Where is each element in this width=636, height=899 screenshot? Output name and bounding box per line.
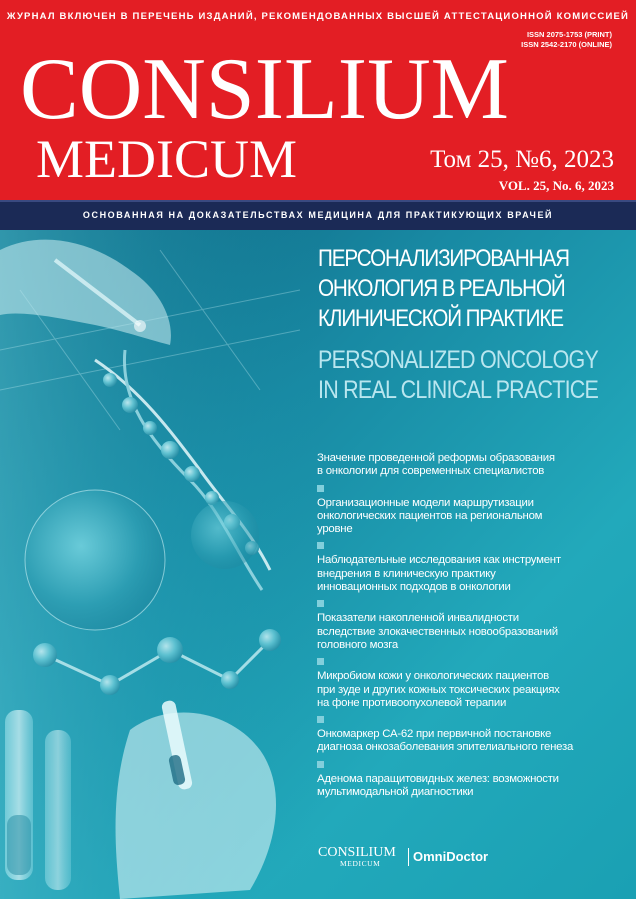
cover-title-ru-line: ПЕРСОНАЛИЗИРОВАННАЯ [318, 245, 569, 272]
article-item [317, 452, 617, 479]
article-line: Наблюдательные исследования как инструмент [317, 554, 561, 567]
cover-title-ru-line: ОНКОЛОГИЯ В РЕАЛЬНОЙ [318, 275, 565, 302]
list-bullet [317, 716, 324, 723]
cover-title-en-line: IN REAL CLINICAL PRACTICE [318, 376, 599, 404]
article-line: Микробиом кожи у онкологических пациентов [317, 670, 549, 683]
issn-print: ISSN 2075-1753 (PRINT) [526, 30, 612, 39]
journal-logo-consilium: CONSILIUM [20, 41, 509, 138]
issn-online: ISSN 2542-2170 (ONLINE) [521, 40, 612, 49]
footer-logo-medicum: MEDICUM [340, 859, 381, 868]
article-line: на фоне противоопухолевой терапии [317, 696, 507, 709]
footer-logo-omnidoctor: OmniDoctor [413, 849, 489, 864]
volume-issue-en: VOL. 25, No. 6, 2023 [498, 178, 614, 193]
article-item [317, 773, 617, 800]
volume-issue-ru: Том 25, №6, 2023 [430, 146, 614, 173]
article-line: Показатели накопленной инвалидности [317, 612, 519, 625]
article-line: Значение проведенной реформы образования [317, 452, 555, 464]
article-line: уровне [317, 523, 353, 536]
article-line: при зуде и других кожных токсических реакциях [317, 683, 560, 696]
cover-title-en-line: PERSONALIZED ONCOLOGY [318, 346, 599, 374]
footer-logo-divider [408, 848, 409, 866]
article-line: внедрения в клиническую практику [317, 567, 496, 580]
article-item [317, 728, 617, 755]
article-line: диагноза онкозаболевания эпителиального генеза [317, 741, 574, 754]
article-item [317, 497, 617, 537]
tagline-bar [0, 200, 636, 230]
cover-title-ru [318, 244, 576, 334]
article-line: инновационных подходов в онкологии [317, 581, 511, 594]
list-bullet [317, 658, 324, 665]
cover-title-ru-line: КЛИНИЧЕСКОЙ ПРАКТИКЕ [318, 305, 563, 332]
article-list [317, 452, 617, 799]
masthead [0, 0, 636, 200]
article-line: Онкомаркер СА-62 при первичной постановке [317, 728, 552, 741]
article-line: вследствие злокачественных новообразований [317, 625, 558, 638]
list-bullet [317, 761, 324, 768]
article-line: Аденома паращитовидных желез: возможности [317, 772, 559, 785]
footer-logo-consilium: CONSILIUM [318, 845, 396, 860]
article-line: в онкологии для современных специалистов [317, 465, 545, 478]
article-line: мультимодальной диагностики [317, 786, 474, 799]
cover-title-en [318, 345, 602, 405]
tagline-accent-line [0, 200, 636, 202]
vak-notice: ЖУРНАЛ ВКЛЮЧЕН В ПЕРЕЧЕНЬ ИЗДАНИЙ, РЕКОМЕНДОВАННЫХ ВЫСШЕЙ АТТЕСТАЦИОННОЙ КОМИССИЕЙ [6, 11, 630, 22]
small-cell [191, 501, 259, 569]
list-bullet [317, 485, 324, 492]
list-bullet [317, 600, 324, 607]
list-bullet [317, 542, 324, 549]
article-line: Организационные модели маршрутизации [317, 496, 534, 509]
article-line: головного мозга [317, 638, 398, 651]
article-item [317, 612, 617, 652]
tagline: ОСНОВАННАЯ НА ДОКАЗАТЕЛЬСТВАХ МЕДИЦИНА ДЛЯ ПРАКТИКУЮЩИХ ВРАЧЕЙ [82, 210, 554, 220]
article-line: онкологических пациентов на региональном [317, 509, 543, 522]
article-item [317, 554, 617, 594]
article-item [317, 670, 617, 710]
large-cell [25, 490, 165, 630]
journal-logo-medicum: MEDICUM [36, 129, 298, 189]
